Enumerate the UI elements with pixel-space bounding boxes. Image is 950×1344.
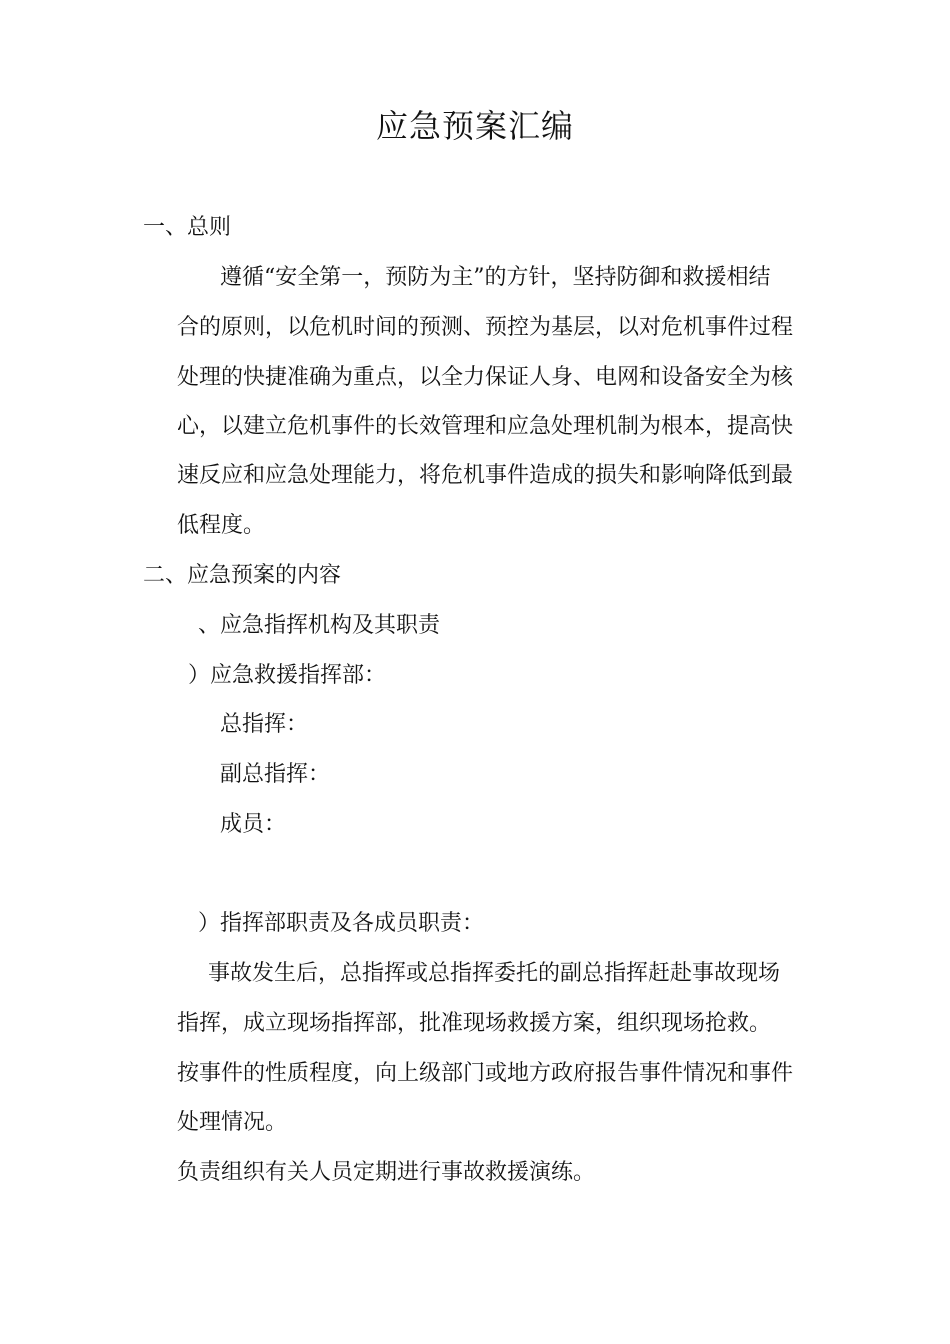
- duty-line-5: 负责组织有关人员定期进行事故救援演练。: [177, 1160, 596, 1185]
- general-para-line-1: 遵循“安全第一，预防为主”的方针，坚持防御和救援相结: [220, 265, 771, 290]
- duty-line-3: 按事件的性质程度，向上级部门或地方政府报告事件情况和事件: [177, 1061, 794, 1086]
- general-para-line-4: 心，以建立危机事件的长效管理和应急处理机制为根本，提高快: [177, 414, 794, 439]
- general-para-line-3: 处理的快捷准确为重点，以全力保证人身、电网和设备安全为核: [177, 365, 794, 390]
- subsection-command-structure: 、应急指挥机构及其职责: [198, 613, 441, 638]
- general-para-line-5: 速反应和应急处理能力，将危机事件造成的损失和影响降低到最: [177, 463, 794, 488]
- role-deputy-commander: 副总指挥：: [220, 762, 331, 787]
- item-rescue-command: ）应急救援指挥部：: [188, 663, 387, 688]
- general-para-line-6: 低程度。: [177, 513, 266, 538]
- item-command-duties: ）指挥部职责及各成员职责：: [198, 911, 485, 936]
- section-heading-content: 二、应急预案的内容: [143, 563, 342, 588]
- duty-line-4: 处理情况。: [177, 1110, 288, 1135]
- role-members: 成员：: [220, 812, 287, 837]
- role-commander: 总指挥：: [220, 712, 309, 737]
- duty-line-2: 指挥，成立现场指挥部，批准现场救援方案，组织现场抢救。: [177, 1011, 772, 1036]
- general-para-line-2: 合的原则，以危机时间的预测、预控为基层，以对危机事件过程: [177, 315, 794, 340]
- document-title: 应急预案汇编: [375, 107, 574, 145]
- duty-line-1: 事故发生后，总指挥或总指挥委托的副总指挥赶赴事故现场: [208, 961, 781, 986]
- section-heading-general: 一、总则: [143, 215, 232, 240]
